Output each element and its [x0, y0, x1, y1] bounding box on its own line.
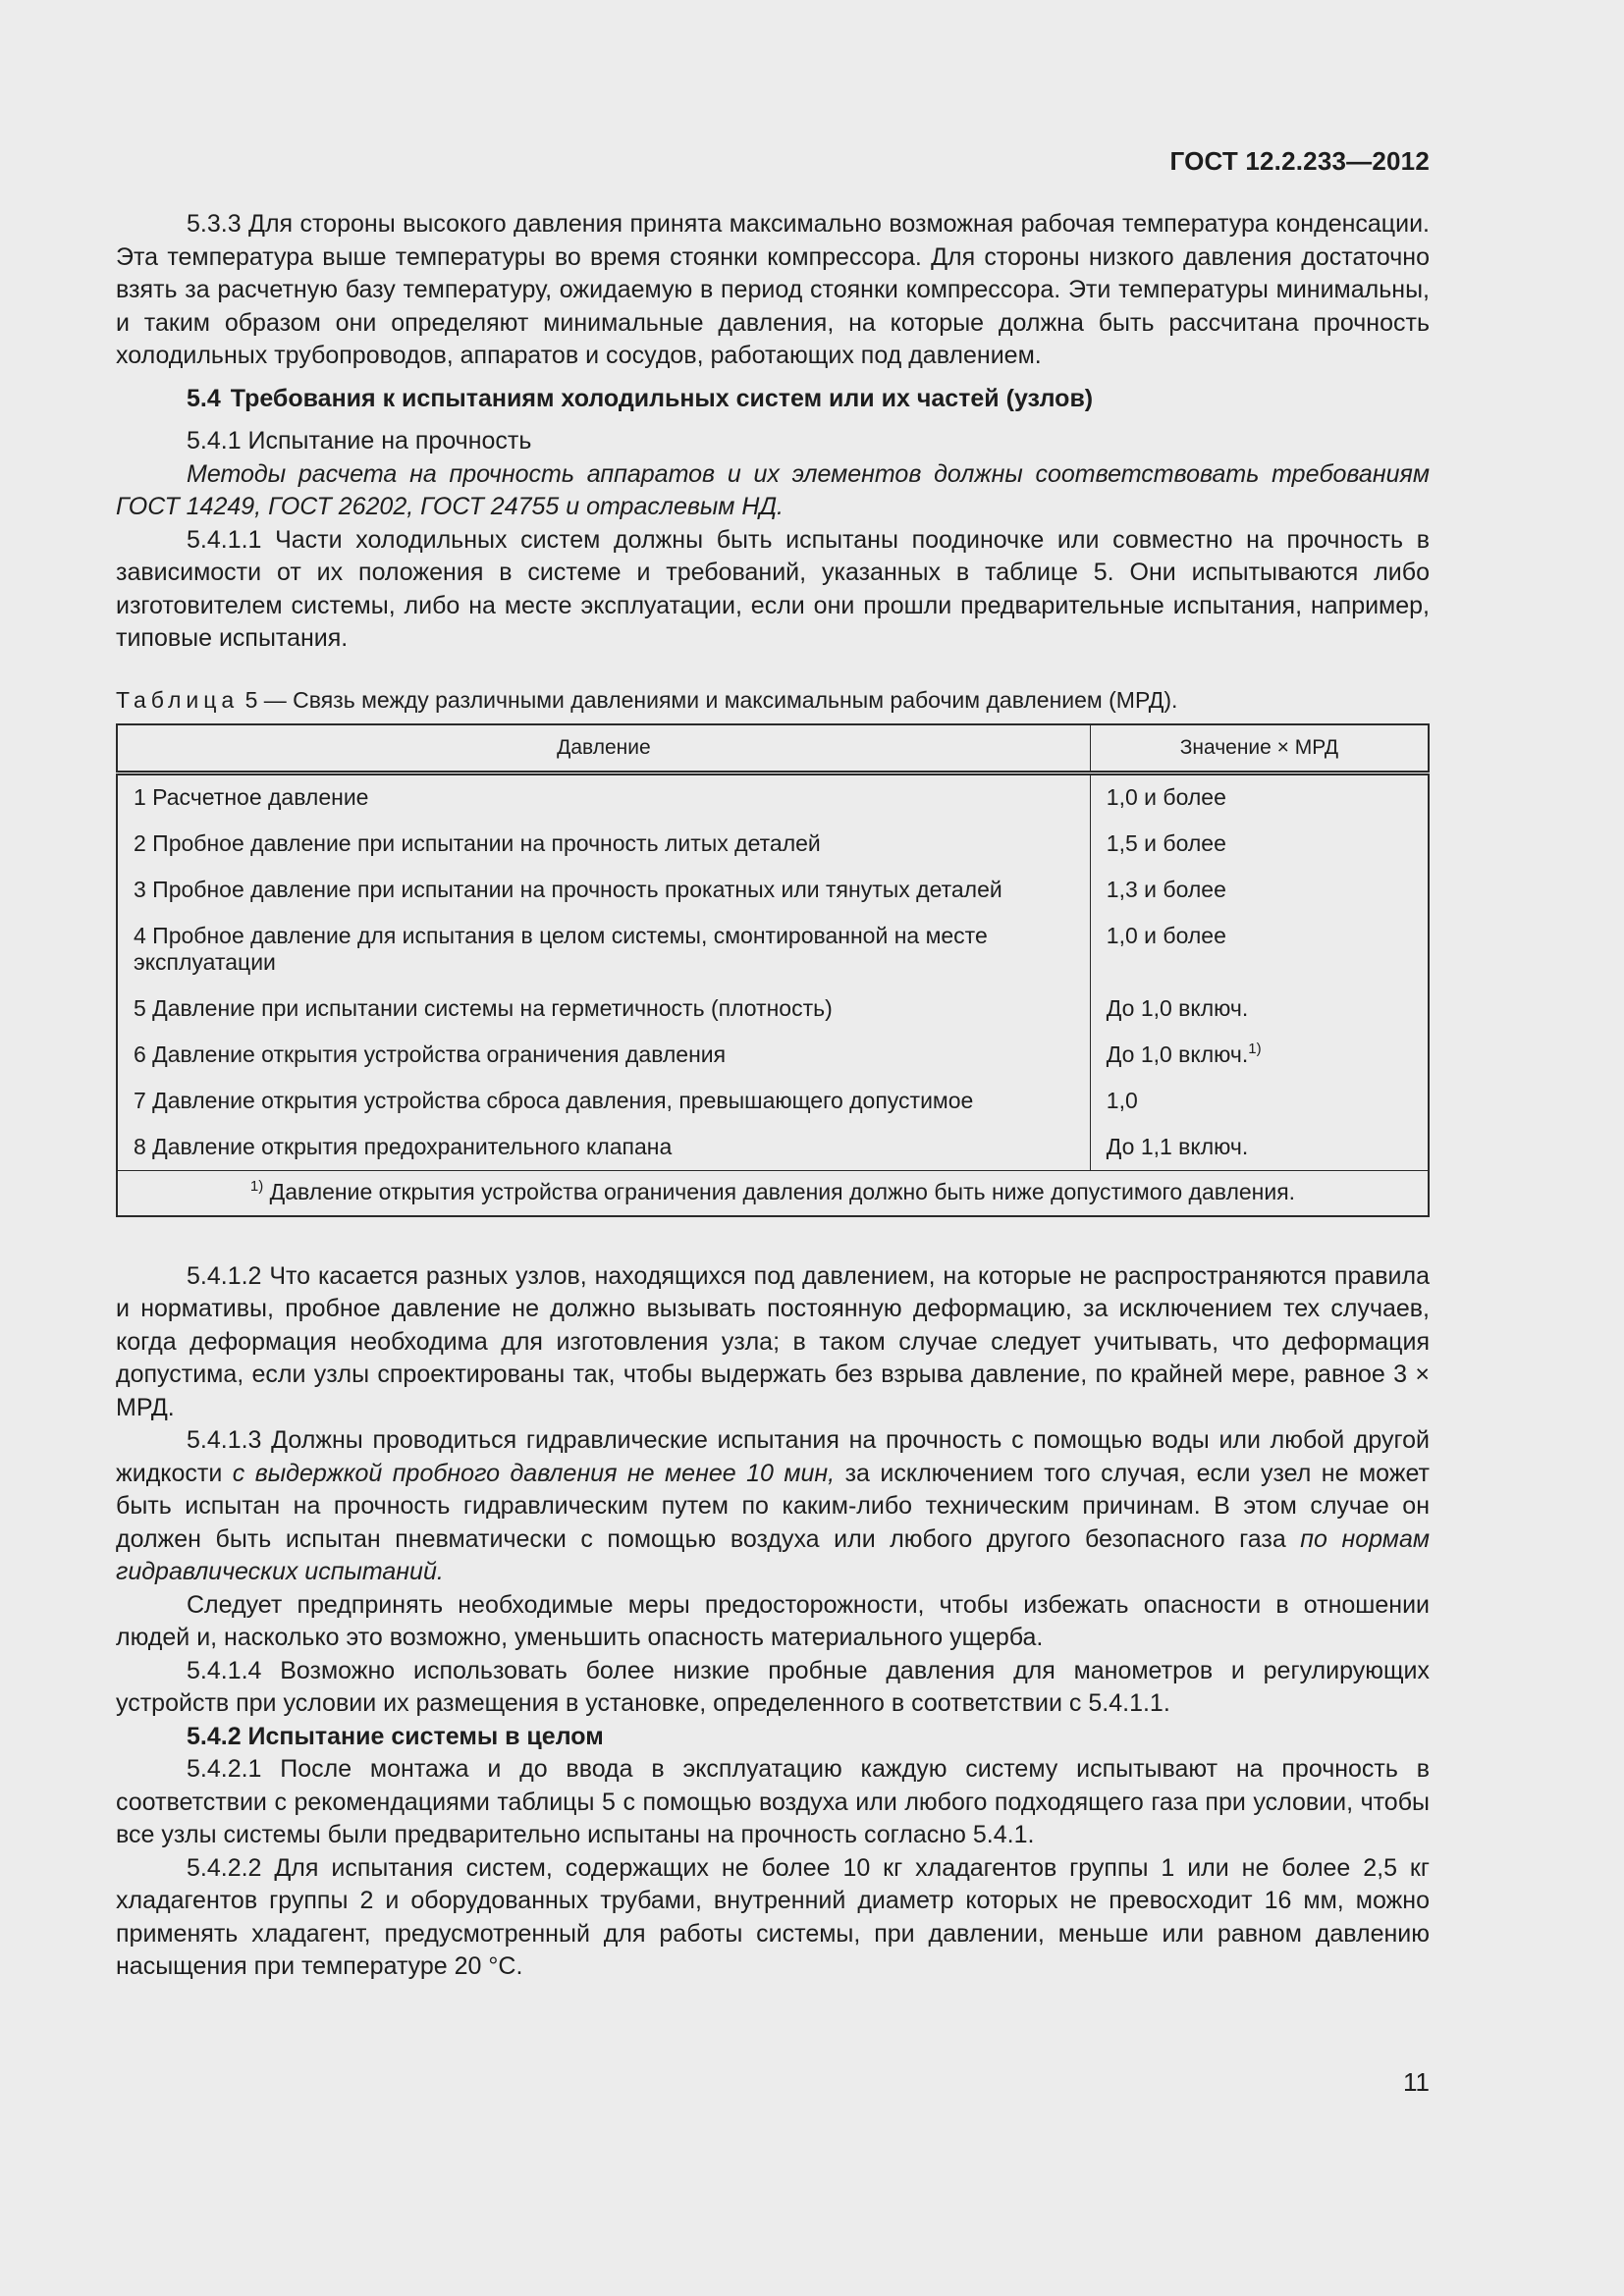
pressure-name: 3 Пробное давление при испытании на прочность прокатных или тянутых деталей [117, 867, 1090, 913]
table-row [117, 1078, 1429, 1124]
column-header-pressure: Давление [117, 724, 1090, 774]
italic-text: Методы расчета на прочность аппаратов и их элементов должны соответствовать требованиям ГОСТ 14249, ГОСТ 26202, ГОСТ 24755 и отраслевым НД. [116, 459, 1430, 520]
pressure-value: 1,0 [1106, 1087, 1138, 1113]
paragraph-5-4-1-2: 5.4.1.2 Что касается разных узлов, находящихся под давлением, на которые не распространяются правила и нормативы, пробное давление не должно вызывать постоянную деформацию, за исключением тех случаев, когда деформация необходима для изготовления узла; в таком случае следует учитывать, что деформация допустима, если узлы спроектированы так, чтобы выдержать без взрыва давление, по крайней мере, равное 3 × МРД. [116, 1261, 1430, 1421]
table-footnote [117, 1170, 1429, 1216]
paragraph-5-4-1-3 [116, 1424, 1430, 1589]
table-row [117, 986, 1429, 1032]
pressure-value: 1,0 и более [1106, 922, 1226, 948]
table-row [117, 913, 1429, 986]
paragraph-5-4-1-4: 5.4.1.4 Возможно использовать более низкие пробные давления для манометров и регулирующих устройств при условии их размещения в установке, определенного в соответствии с 5.4.1.1. [116, 1656, 1430, 1717]
document-body [116, 208, 1430, 1984]
table-footnote-row [117, 1170, 1429, 1216]
footnote-text: Давление открытия устройства ограничения давления должно быть ниже допустимого давления. [263, 1178, 1296, 1204]
subsection-heading-5-4-1: 5.4.1 Испытание на прочность [187, 427, 532, 454]
table-label: Таблица [116, 686, 240, 713]
italic-text: с выдержкой пробного давления не менее 10 мин, [232, 1459, 836, 1487]
pressure-value-cell [1090, 1032, 1429, 1078]
table-row [117, 773, 1429, 821]
pressure-name: 5 Давление при испытании системы на герметичность (плотность) [117, 986, 1090, 1032]
table-row [117, 867, 1429, 913]
paragraph-5-4-1-italic [116, 458, 1430, 524]
pressure-name: 7 Давление открытия устройства сброса давления, превышающего допустимое [117, 1078, 1090, 1124]
section-title: Требования к испытаниям холодильных систем или их частей (узлов) [230, 384, 1094, 412]
table-caption-text: 5 — Связь между различными давлениями и максимальным рабочим давлением (МРД). [239, 686, 1178, 713]
paragraph-precautions: Следует предпринять необходимые меры предосторожности, чтобы избежать опасности в отношении людей и, насколько это возможно, уменьшить опасность материального ущерба. [116, 1590, 1430, 1651]
subsection-heading-5-4-2: 5.4.2 Испытание системы в целом [187, 1722, 604, 1750]
section-number: 5.4 [187, 384, 221, 412]
table-row [117, 821, 1429, 867]
pressure-name: 8 Давление открытия предохранительного клапана [117, 1124, 1090, 1171]
table-header-row [117, 724, 1429, 774]
pressure-table [116, 723, 1430, 1217]
text-part: за исключением того случая, если узел не может быть испытан на прочность гидравлическим путем по каким-либо техническим причинам. В этом случае он должен быть испытан пневматически с помощью воздуха или любого другого безопасного газа [116, 1459, 1431, 1553]
pressure-name: 2 Пробное давление при испытании на прочность литых деталей [117, 821, 1090, 867]
page-number: 11 [1403, 2067, 1430, 2097]
pressure-name: 4 Пробное давление для испытания в целом системы, смонтированной на месте эксплуатации [117, 913, 1090, 986]
paragraph-5-4-2-1: 5.4.2.1 После монтажа и до ввода в эксплуатацию каждую систему испытывают на прочность в соответствии с рекомендациями таблицы 5 с помощью воздуха или любого подходящего газа при условии, чтобы все узлы системы были предварительно испытаны на прочность согласно 5.4.1. [116, 1755, 1430, 1848]
table-row [117, 1124, 1429, 1171]
pressure-value: До 1,0 включ. [1106, 994, 1249, 1021]
column-header-value: Значение × МРД [1090, 724, 1429, 774]
pressure-name: 1 Расчетное давление [117, 773, 1090, 821]
italic-text: по нормам гидравлических испытаний. [116, 1524, 1430, 1585]
pressure-name: 6 Давление открытия устройства ограничения давления [117, 1032, 1090, 1078]
table-caption [116, 686, 1430, 714]
paragraph-5-3-3: 5.3.3 Для стороны высокого давления принята максимально возможная рабочая температура конденсации. Эта температура выше температуры во время стоянки компрессора. Для стороны низкого давления достаточно взять за расчетную базу температуру, ожидаемую в период стоянки компрессора. Эти температуры минимальны, и таким образом они определяют минимальные давления, на которые должна быть рассчитана прочность холодильных трубопроводов, аппаратов и сосудов, работающих под давлением. [116, 210, 1430, 369]
pressure-value: 1,3 и более [1106, 876, 1226, 902]
footnote-mark: 1) [249, 1177, 264, 1195]
text-part: 5.4.1.3 Должны проводиться гидравлические испытания на прочность с помощью воды или любой другой жидкости [116, 1426, 1430, 1487]
footnote-reference: 1) [1248, 1040, 1262, 1057]
table-row [117, 1032, 1429, 1078]
document-header: ГОСТ 12.2.233—2012 [1169, 146, 1430, 176]
paragraph-5-4-2-2: 5.4.2.2 Для испытания систем, содержащих не более 10 кг хладагентов группы 1 или не более 2,5 кг хладагентов группы 2 и оборудованных трубами, внутренний диаметр которых не превосходит 16 мм, можно применять хладагент, предусмотренный для работы системы, при давлении, меньше или равном давлению насыщения при температуре 20 °С. [116, 1853, 1430, 1980]
pressure-value: До 1,0 включ. [1106, 1041, 1249, 1067]
pressure-value: 1,5 и более [1106, 829, 1226, 856]
pressure-value: 1,0 и более [1106, 783, 1226, 810]
section-heading-5-4 [116, 383, 1430, 416]
paragraph-5-4-1-1: 5.4.1.1 Части холодильных систем должны быть испытаны поодиночке или совместно на прочность в зависимости от их положения в системе и требований, указанных в таблице 5. Они испытываются либо изготовителем системы, либо на месте эксплуатации, если они прошли предварительные испытания, например, типовые испытания. [116, 525, 1430, 652]
pressure-value: До 1,1 включ. [1106, 1133, 1249, 1159]
